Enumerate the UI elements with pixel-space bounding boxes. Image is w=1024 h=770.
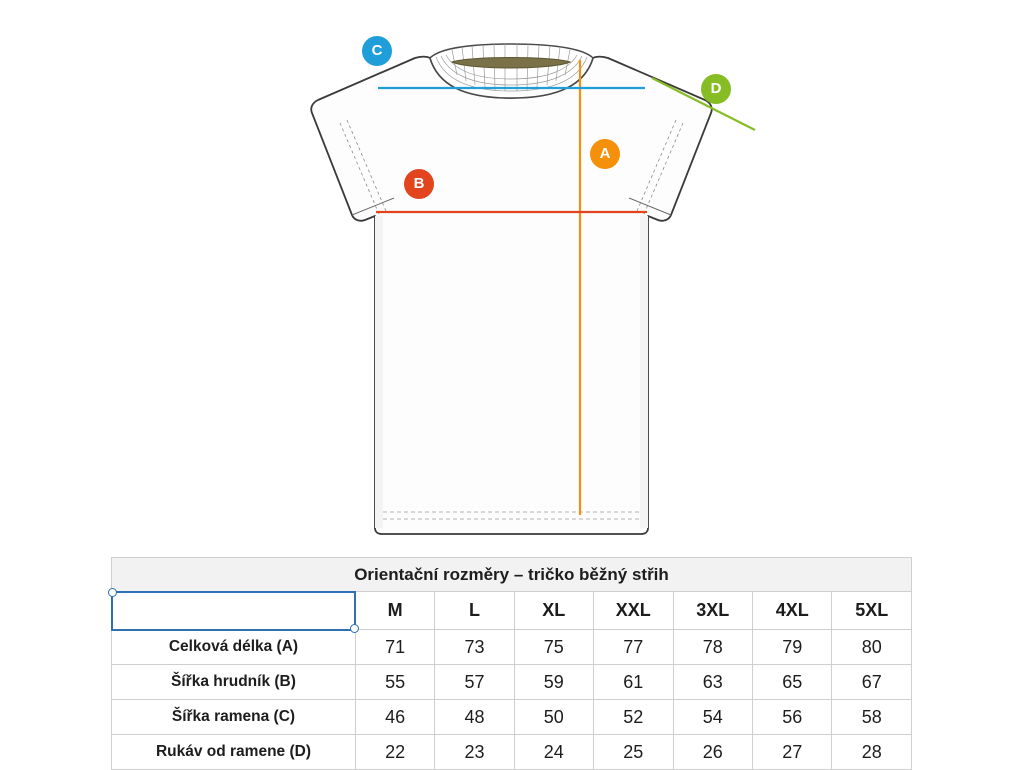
table-header-row bbox=[112, 592, 912, 630]
selection-handle-top-left[interactable] bbox=[108, 588, 117, 597]
cell-c-3xl: 54 bbox=[673, 700, 752, 735]
cell-a-m: 71 bbox=[355, 630, 434, 665]
column-header-3xl: 3XL bbox=[673, 592, 752, 630]
cell-a-xl: 75 bbox=[514, 630, 593, 665]
cell-d-l: 23 bbox=[435, 735, 514, 770]
row-label-chest-width: Šířka hrudník (B) bbox=[112, 665, 356, 700]
cell-b-l: 57 bbox=[435, 665, 514, 700]
cell-a-3xl: 78 bbox=[673, 630, 752, 665]
table-corner-cell[interactable] bbox=[112, 592, 356, 630]
row-label-total-length: Celková délka (A) bbox=[112, 630, 356, 665]
column-header-l: L bbox=[435, 592, 514, 630]
cell-a-5xl: 80 bbox=[832, 630, 912, 665]
cell-b-4xl: 65 bbox=[752, 665, 831, 700]
table-row bbox=[112, 700, 912, 735]
cell-c-4xl: 56 bbox=[752, 700, 831, 735]
table-row bbox=[112, 665, 912, 700]
column-header-5xl: 5XL bbox=[832, 592, 912, 630]
cell-a-4xl: 79 bbox=[752, 630, 831, 665]
cell-a-l: 73 bbox=[435, 630, 514, 665]
table-title-row bbox=[112, 558, 912, 592]
marker-a: A bbox=[590, 139, 620, 169]
column-header-m: M bbox=[355, 592, 434, 630]
cell-b-3xl: 63 bbox=[673, 665, 752, 700]
column-header-xl: XL bbox=[514, 592, 593, 630]
column-header-4xl: 4XL bbox=[752, 592, 831, 630]
cell-c-l: 48 bbox=[435, 700, 514, 735]
cell-b-xxl: 61 bbox=[594, 665, 674, 700]
cell-c-5xl: 58 bbox=[832, 700, 912, 735]
marker-d: D bbox=[701, 74, 731, 104]
cell-d-xxl: 25 bbox=[594, 735, 674, 770]
table-row bbox=[112, 630, 912, 665]
row-label-sleeve-length: Rukáv od ramene (D) bbox=[112, 735, 356, 770]
cell-b-m: 55 bbox=[355, 665, 434, 700]
cell-b-xl: 59 bbox=[514, 665, 593, 700]
size-table-wrapper bbox=[111, 557, 912, 770]
size-table bbox=[111, 557, 912, 770]
marker-c: C bbox=[362, 36, 392, 66]
cell-c-xxl: 52 bbox=[594, 700, 674, 735]
cell-b-5xl: 67 bbox=[832, 665, 912, 700]
marker-b: B bbox=[404, 169, 434, 199]
cell-d-3xl: 26 bbox=[673, 735, 752, 770]
cell-d-5xl: 28 bbox=[832, 735, 912, 770]
table-title: Orientační rozměry – tričko běžný střih bbox=[112, 558, 912, 592]
cell-c-m: 46 bbox=[355, 700, 434, 735]
cell-c-xl: 50 bbox=[514, 700, 593, 735]
table-row bbox=[112, 735, 912, 770]
cell-a-xxl: 77 bbox=[594, 630, 674, 665]
row-label-shoulder-width: Šířka ramena (C) bbox=[112, 700, 356, 735]
column-header-xxl: XXL bbox=[594, 592, 674, 630]
cell-d-m: 22 bbox=[355, 735, 434, 770]
cell-d-4xl: 27 bbox=[752, 735, 831, 770]
cell-d-xl: 24 bbox=[514, 735, 593, 770]
selection-handle-bottom-right[interactable] bbox=[350, 624, 359, 633]
